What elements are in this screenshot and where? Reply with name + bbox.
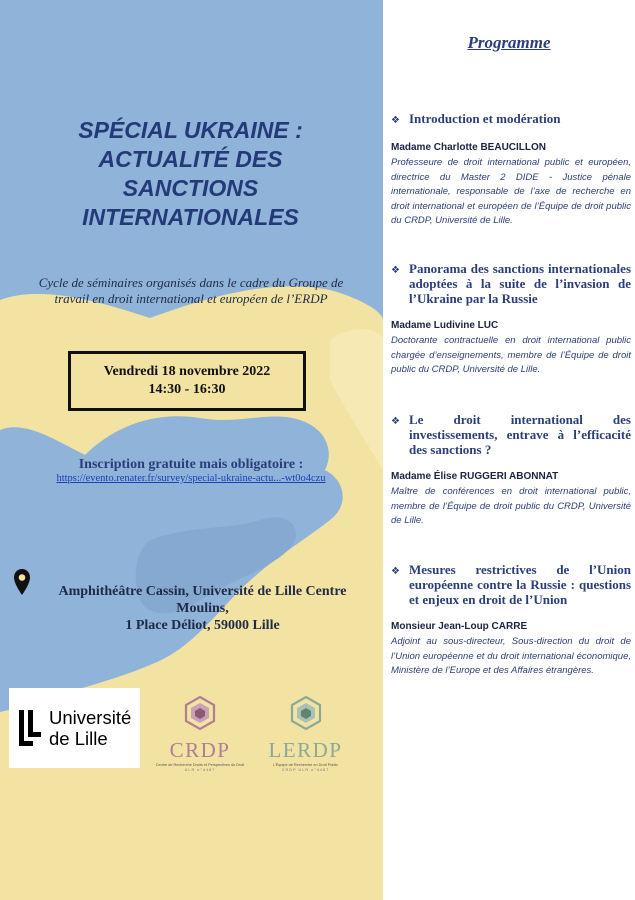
event-date: Vendredi 18 novembre 2022 (103, 364, 271, 379)
ul-logo-line2: de Lille (49, 728, 108, 749)
address-line: Amphithéâtre Cassin, Université de Lille Centre (58, 584, 347, 599)
location-pin-icon (13, 568, 31, 596)
poster-title (18, 116, 363, 232)
crdp-fine-print: Centre de Recherche Droits et Perspectives du Droit (155, 763, 245, 767)
crdp-hexagon-icon (183, 695, 217, 731)
address-line: 1 Place Déliot, 59000 Lille (125, 618, 280, 633)
speaker-name: Monsieur Jean-Loup CARRE (391, 621, 528, 632)
programme-section (391, 261, 631, 378)
lerdp-fine-print-2: CRDP ULR n°4487 (281, 768, 330, 772)
speaker-name: Madame Ludivine LUC (391, 320, 499, 331)
lerdp-logo (258, 695, 353, 772)
poster-subtitle: Cycle de séminaires organisés dans le cadre du Groupe de travail en droit international et européen de l’ERDP (38, 275, 344, 306)
ul-logo-line1: Université (49, 707, 132, 728)
speaker-name: Madame Charlotte BEAUCILLON (391, 142, 547, 153)
title-line: ACTUALITÉ DES (98, 146, 283, 172)
speaker-name: Madame Élise RUGGERI ABONNAT (391, 471, 559, 482)
programme-column (383, 0, 635, 900)
lerdp-wordmark: LERDP (268, 738, 343, 762)
diamond-bullet-icon: ❖ (391, 265, 400, 276)
section-title: Le droit international des investissements, entrave à l’efficacité des sanctions ? (409, 412, 631, 457)
universite-lille-mark-icon (17, 708, 43, 748)
address-line: Moulins, (176, 601, 229, 616)
speaker-description: Doctorante contractuelle en droit international public chargée d’enseignements, membre de l’Équipe de droit public du CRDP, Université de Lille. (391, 335, 631, 375)
date-box (68, 351, 306, 411)
universite-de-lille-logo (9, 688, 140, 768)
crdp-wordmark: CRDP (169, 738, 231, 762)
title-line: INTERNATIONALES (82, 204, 299, 230)
programme-section (391, 562, 631, 679)
programme-section (391, 111, 631, 229)
registration-link[interactable]: https://evento.renater.fr/survey/special-ukraine-actu...-wt0o4czu (56, 473, 326, 484)
lerdp-hexagon-icon (289, 695, 323, 731)
section-title: Mesures restrictives de l’Union européenne contre la Russie : questions et enjeux en droit de l’Union (409, 562, 631, 607)
lerdp-fine-print: L'Équipe de Recherche en Droit Public (272, 763, 339, 767)
programme-section (391, 412, 631, 529)
section-title: Introduction et modération (409, 111, 561, 126)
programme-heading: Programme (467, 33, 551, 52)
event-time: 14:30 - 16:30 (148, 382, 226, 397)
registration-title: Inscription gratuite mais obligatoire : (78, 457, 304, 472)
speaker-description: Adjoint au sous-directeur, Sous-direction du droit de l’Union européenne et du droit international économique, Ministère de l’Europe et des Affaires étrangères. (391, 636, 631, 676)
speaker-description: Professeure de droit international public et européen, directrice du Master 2 DIDE - Justice pénale internationale, responsable de l’axe de recherche en droit international et européen de l’Équipe de droit public du CRDP, Université de Lille. (391, 157, 631, 226)
diamond-bullet-icon: ❖ (391, 416, 400, 427)
venue-address (30, 583, 375, 634)
crdp-logo (152, 695, 248, 772)
speaker-description: Maître de conférences en droit international public, membre de l’Équipe de droit public du CRDP, Université de Lille. (391, 486, 631, 526)
title-line: SPÉCIAL UKRAINE : (78, 117, 303, 143)
crdp-fine-print-2: ULR n°4487 (184, 768, 216, 772)
diamond-bullet-icon: ❖ (391, 115, 400, 126)
section-title: Panorama des sanctions internationales adoptées à la suite de l’invasion de l’Ukraine par la Russie (409, 261, 631, 306)
title-line: SANCTIONS (122, 175, 259, 201)
diamond-bullet-icon: ❖ (391, 566, 400, 577)
